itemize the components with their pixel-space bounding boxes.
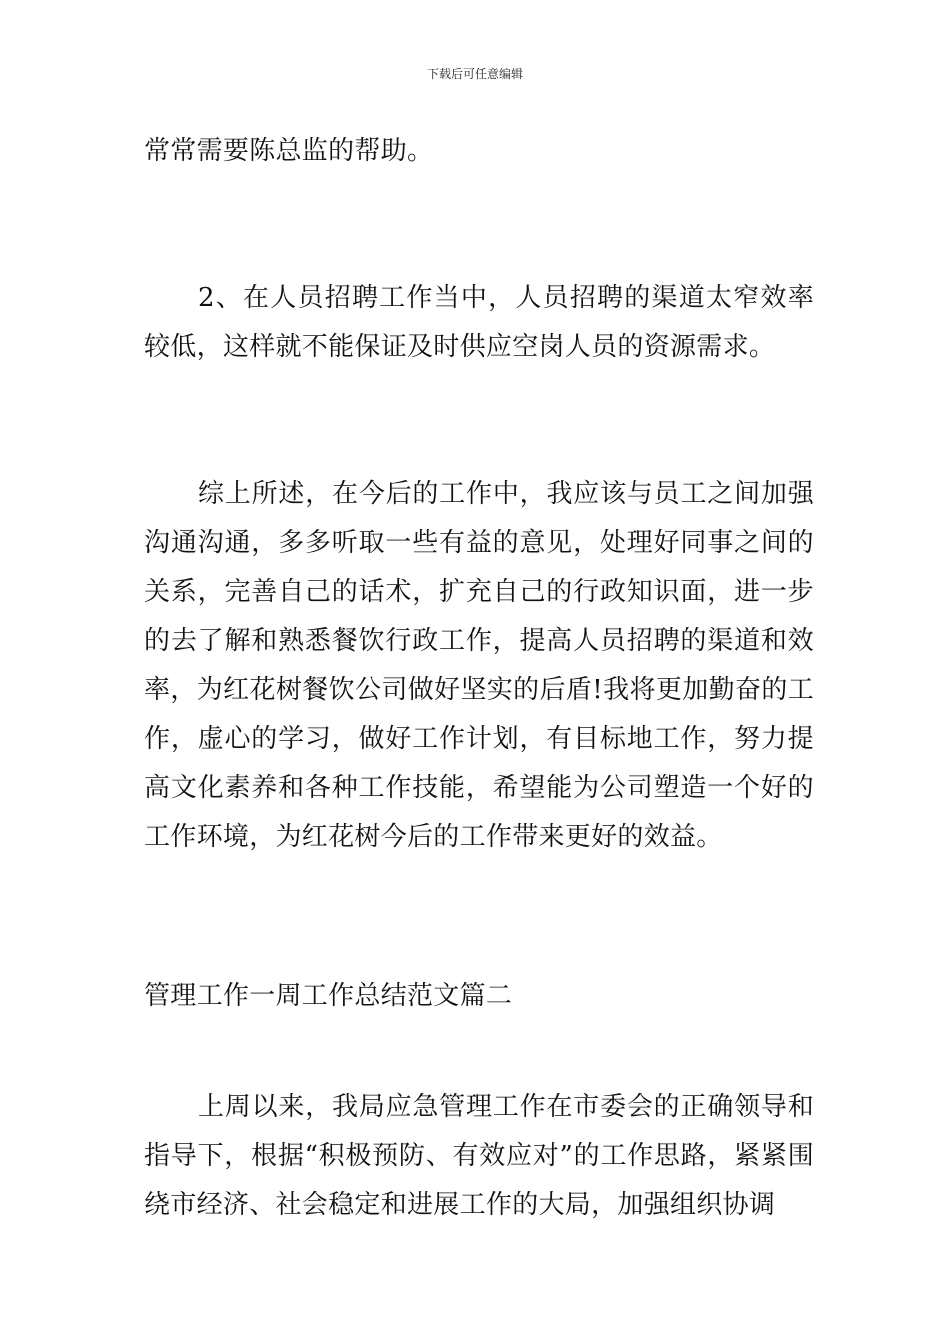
section-title: 管理工作一周工作总结范文篇二 — [144, 981, 513, 1011]
paragraph-summary: 综上所述，在今后的工作中，我应该与员工之间加强沟通沟通，多多听取一些有益的意见，处理好同事之间的关系，完善自己的话术，扩充自己的行政知识面，进一步的去了解和熟悉餐饮行政工作，提高人员招聘的渠道和效率，为红花树餐饮公司做好坚实的后盾!我将更加勤奋的工作，虚心的学习，做好工作计划，有目标地工作，努力提高文化素养和各种工作技能，希望能为公司塑造一个好的工作环境，为红花树今后的工作带来更好的效益。 — [144, 479, 814, 852]
paragraph-spacer — [144, 372, 814, 470]
paragraph-spacer — [144, 862, 814, 972]
document-body — [144, 127, 814, 1230]
paragraph-emergency-management: 上周以来，我局应急管理工作在市委会的正确领导和指导下，根据“积极预防、有效应对”的工作思路，紧紧围绕市经济、社会稳定和进展工作的大局，加强组织协调 — [144, 1092, 814, 1220]
paragraph-spacer — [144, 176, 814, 274]
page-header-note: 下载后可任意编辑 — [426, 67, 523, 81]
paragraph-spacer — [144, 1021, 814, 1083]
paragraph-continuation: 常常需要陈总监的帮助。 — [144, 136, 434, 166]
paragraph-recruitment-issue: 2、在人员招聘工作当中，人员招聘的渠道太窄效率较低，这样就不能保证及时供应空岗人员的资源需求。 — [144, 283, 814, 362]
